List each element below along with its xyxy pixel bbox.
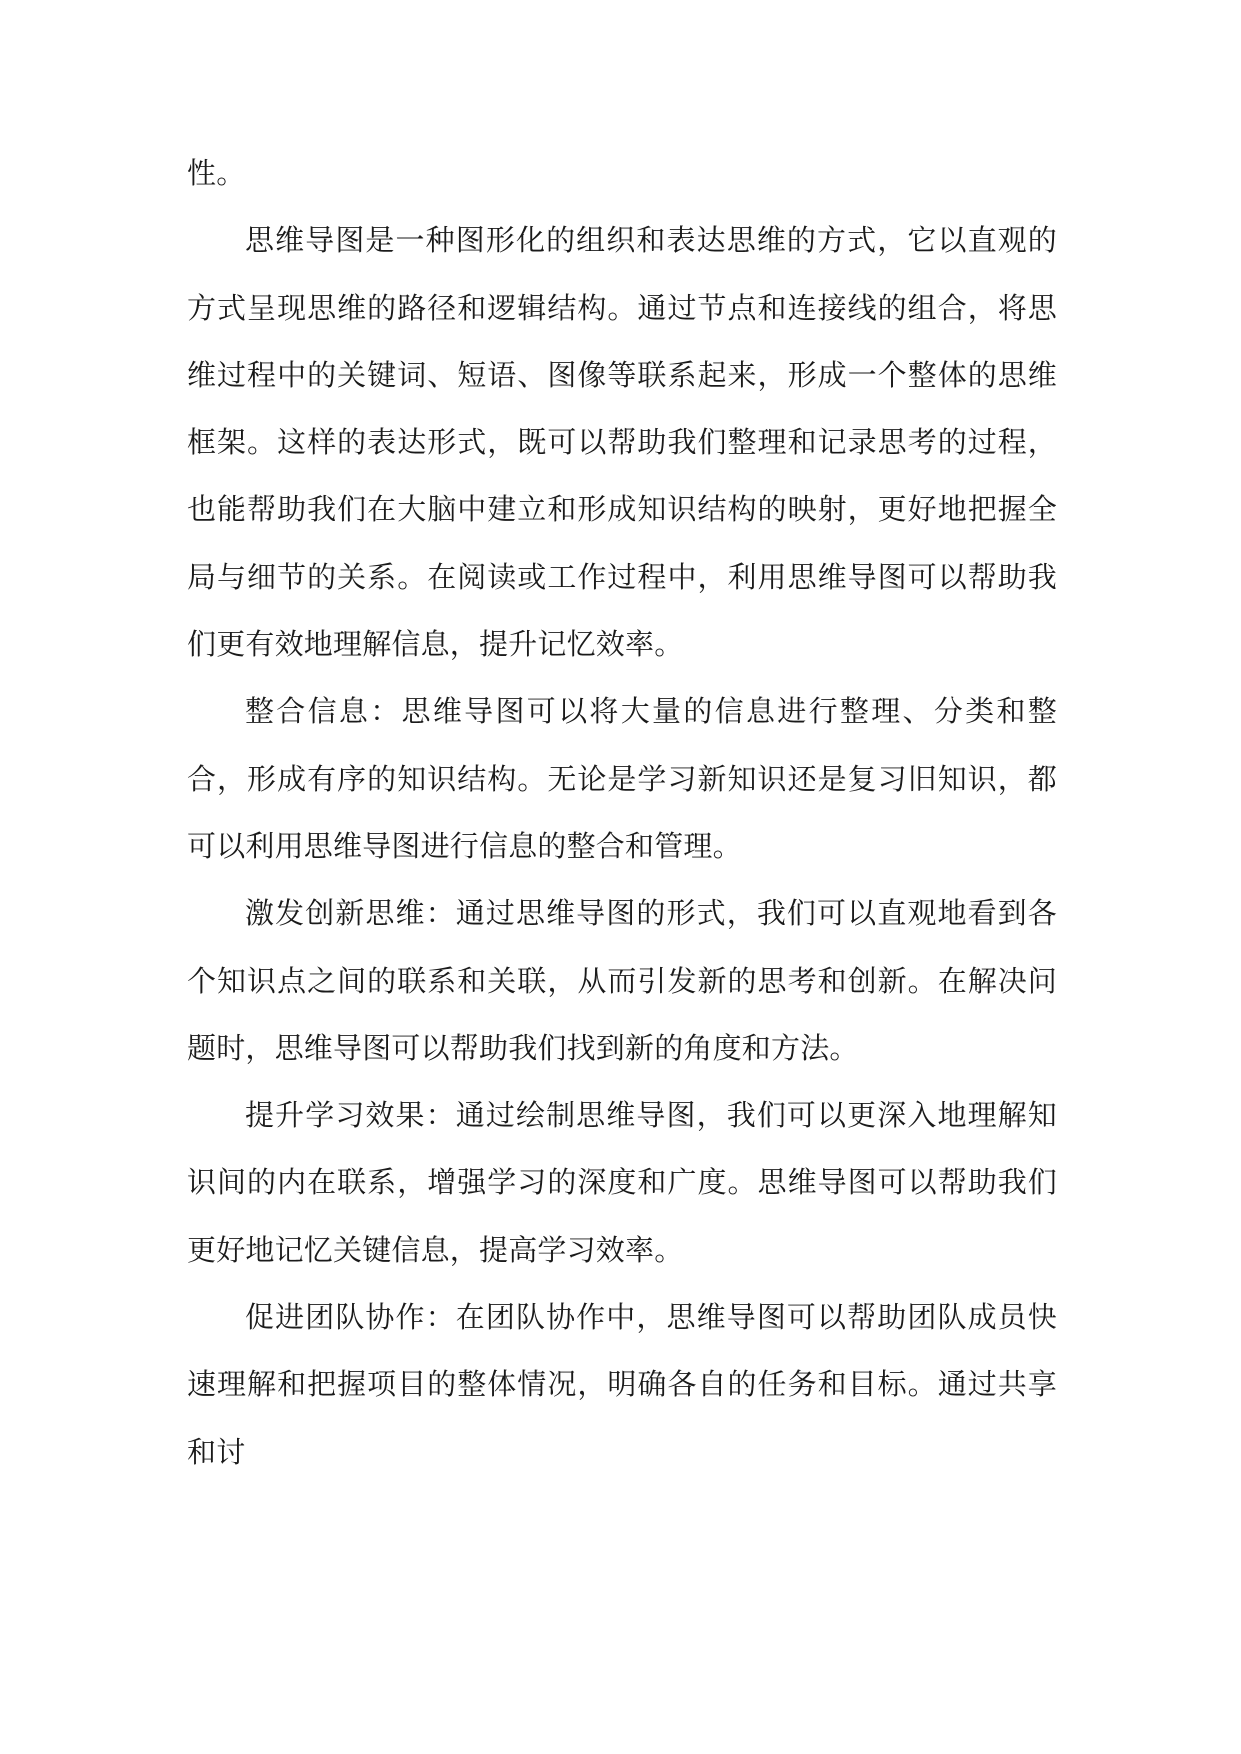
paragraph-mind-map-intro: 思维导图是一种图形化的组织和表达思维的方式，它以直观的方式呈现思维的路径和逻辑结构。通过节点和连接线的组合，将思维过程中的关键词、短语、图像等联系起来，形成一个整体的思维框架。这样的表达形式，既可以帮助我们整理和记录思考的过程，也能帮助我们在大脑中建立和形成知识结构的映射，更好地把握全局与细节的关系。在阅读或工作过程中，利用思维导图可以帮助我们更有效地理解信息，提升记忆效率。 xyxy=(187,223,1057,662)
paragraph-continuation: 性。 xyxy=(187,156,246,190)
paragraph-team-collaboration: 促进团队协作：在团队协作中，思维导图可以帮助团队成员快速理解和把握项目的整体情况，明确各自的任务和目标。通过共享和讨 xyxy=(187,1300,1057,1469)
paragraph-inspire-innovation: 激发创新思维：通过思维导图的形式，我们可以直观地看到各个知识点之间的联系和关联，从而引发新的思考和创新。在解决问题时，思维导图可以帮助我们找到新的角度和方法。 xyxy=(187,896,1057,1065)
document-body xyxy=(187,140,1057,1486)
paragraph-improve-learning: 提升学习效果：通过绘制思维导图，我们可以更深入地理解知识间的内在联系，增强学习的深度和广度。思维导图可以帮助我们更好地记忆关键信息，提高学习效率。 xyxy=(187,1098,1057,1267)
paragraph-integrate-information: 整合信息：思维导图可以将大量的信息进行整理、分类和整合，形成有序的知识结构。无论是学习新知识还是复习旧知识，都可以利用思维导图进行信息的整合和管理。 xyxy=(187,694,1057,863)
